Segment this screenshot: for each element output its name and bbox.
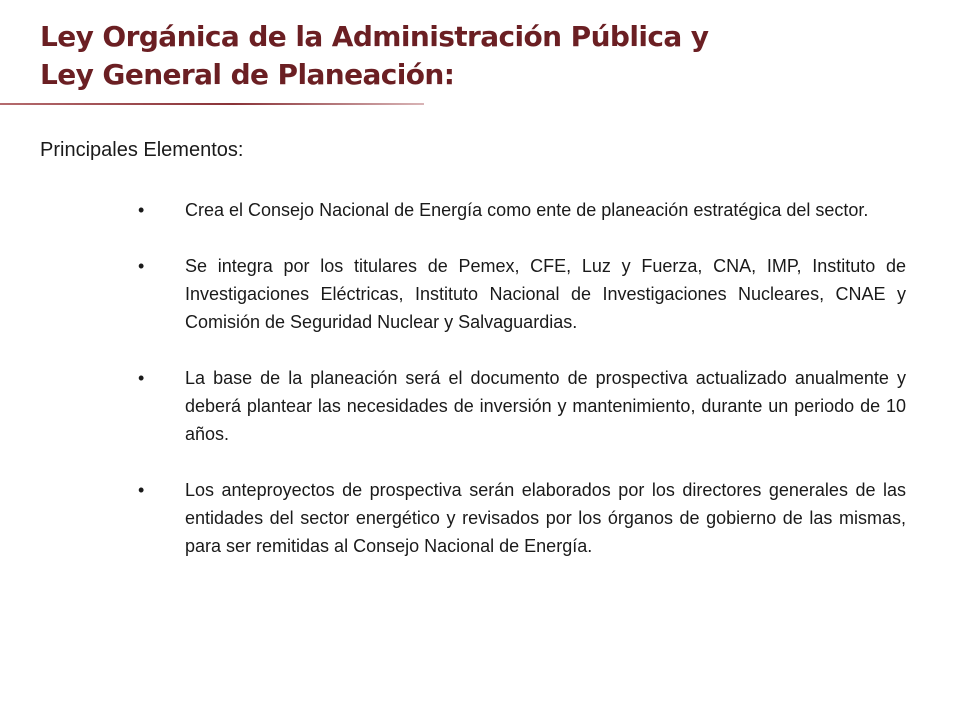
subtitle: Principales Elementos:	[40, 139, 244, 161]
bullet-icon: •	[138, 480, 145, 500]
bullet-text-1: Crea el Consejo Nacional de Energía como ente de planeación estratégica del sector.	[185, 200, 869, 220]
bullet-text-3: La base de la planeación será el documento de prospectiva actualizado anualmente y deberá plantear las necesidades de inversión y mantenimiento, durante un periodo de 10 años.	[185, 368, 906, 444]
bullet-item-1	[0, 196, 960, 224]
slide-title	[40, 18, 920, 94]
bullet-text-4: Los anteproyectos de prospectiva serán elaborados por los directores generales de las entidades del sector energético y revisados por los órganos de gobierno de las mismas, para ser remitidas al Consejo Nacional de Energía.	[185, 480, 906, 556]
bullet-list	[0, 196, 960, 588]
title-underline	[0, 103, 424, 105]
bullet-text-2: Se integra por los titulares de Pemex, CFE, Luz y Fuerza, CNA, IMP, Instituto de Investigaciones Eléctricas, Instituto Nacional de Investigaciones Nucleares, CNAE y Comisión de Seguridad Nuclear y Salvaguardias.	[185, 256, 906, 332]
bullet-item-4	[0, 476, 960, 560]
slide-title-line-2: Ley General de Planeación:	[40, 58, 455, 91]
bullet-icon: •	[138, 256, 145, 276]
bullet-item-2	[0, 252, 960, 336]
bullet-item-3	[0, 364, 960, 448]
bullet-icon: •	[138, 368, 145, 388]
bullet-icon: •	[138, 200, 145, 220]
slide-title-line-1: Ley Orgánica de la Administración Pública y	[40, 20, 709, 53]
